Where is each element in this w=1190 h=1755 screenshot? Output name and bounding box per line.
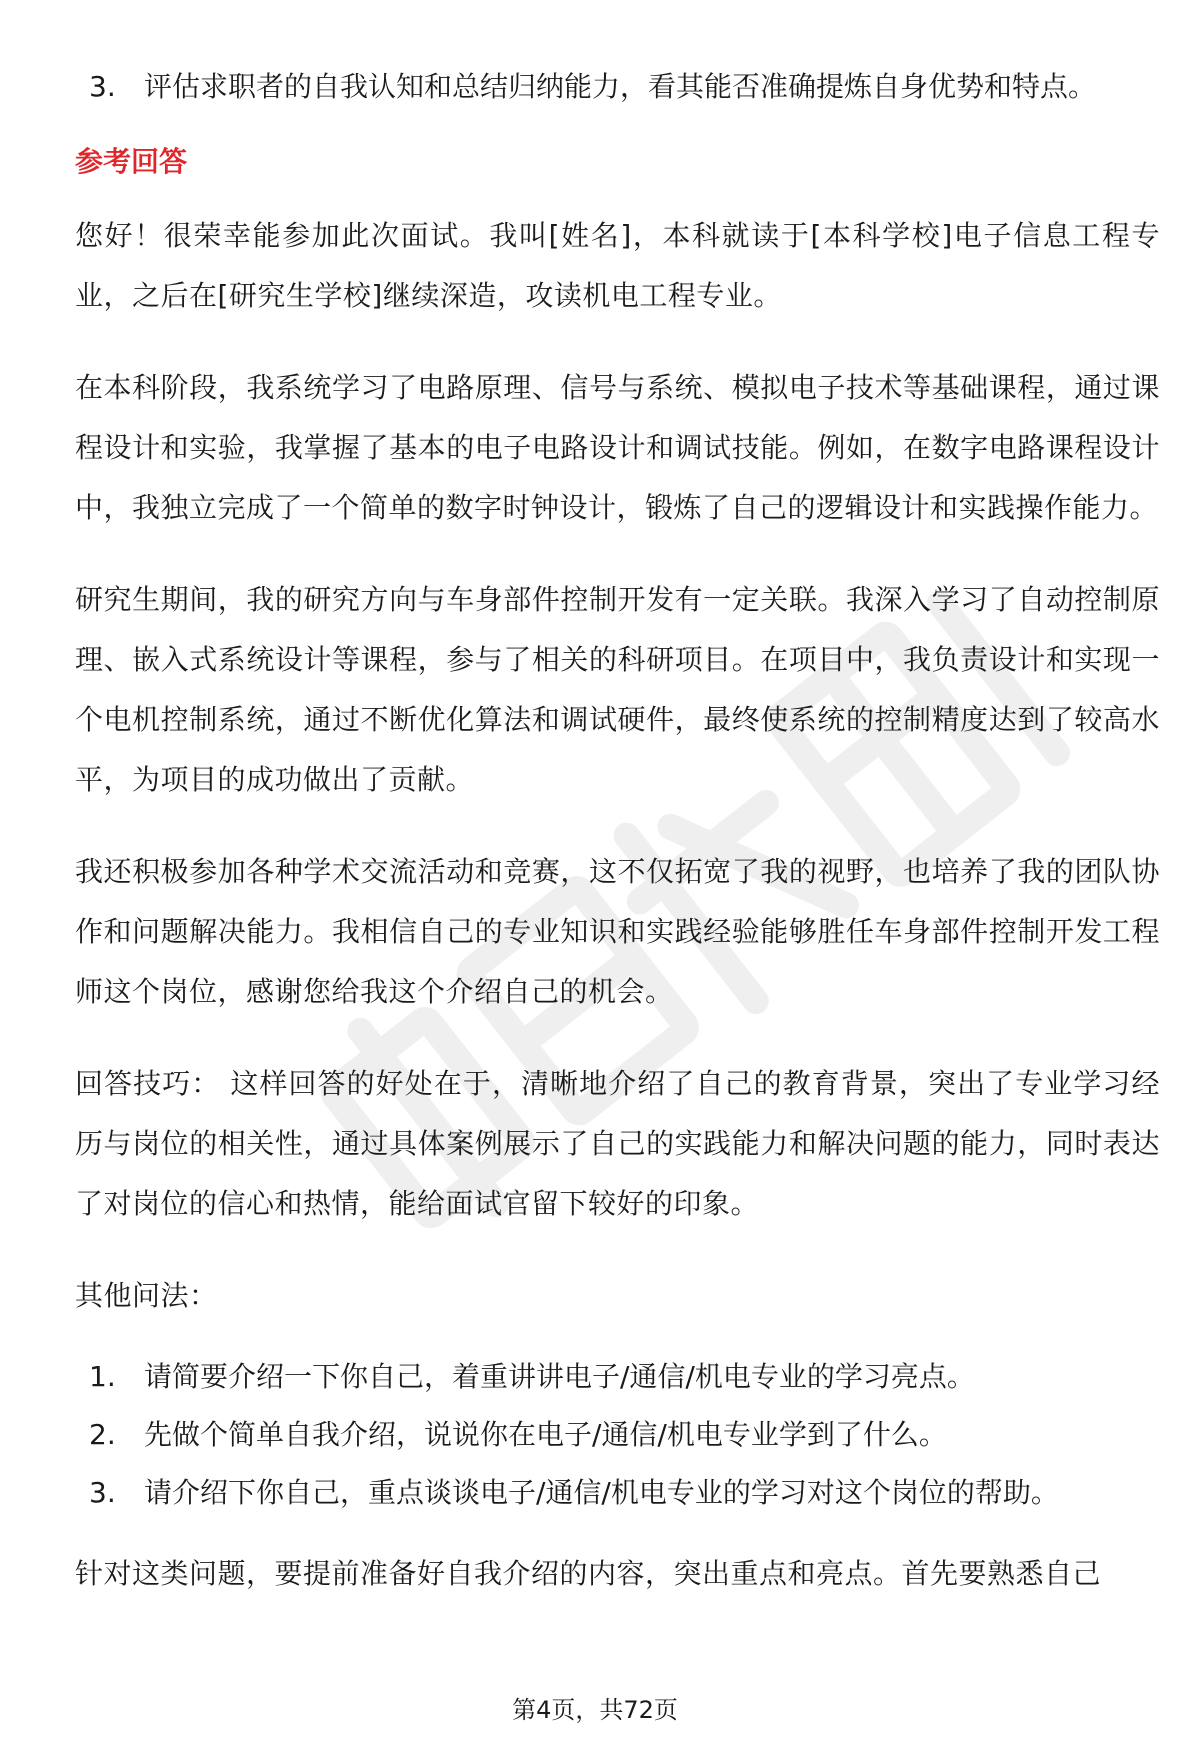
list-text: 请简要介绍一下你自己，着重讲讲电子/通信/机电专业的学习亮点。 bbox=[144, 1360, 975, 1393]
paragraph-tips: 回答技巧： 这样回答的好处在于，清晰地介绍了自己的教育背景，突出了专业学习经历与岗位的相关性，通过具体案例展示了自己的实践能力和解决问题的能力，同时表达了对岗位的信心和热情，能给面试官留下较好的印象。 bbox=[75, 1067, 1160, 1220]
criteria-list bbox=[75, 58, 1160, 116]
list-number: 3. bbox=[89, 70, 116, 103]
other-questions-list bbox=[75, 1348, 1160, 1522]
paragraph-intro: 您好！很荣幸能参加此次面试。我叫[姓名]，本科就读于[本科学校]电子信息工程专业，之后在[研究生学校]继续深造，攻读机电工程专业。 bbox=[75, 219, 1160, 312]
paragraph-activities: 我还积极参加各种学术交流活动和竞赛，这不仅拓宽了我的视野，也培养了我的团队协作和问题解决能力。我相信自己的专业知识和实践经验能够胜任车身部件控制开发工程师这个岗位，感谢您给我这个介绍自己的机会。 bbox=[75, 855, 1160, 1008]
main-content bbox=[75, 58, 1160, 1636]
list-item bbox=[75, 1464, 1160, 1522]
paragraph-graduate: 研究生期间，我的研究方向与车身部件控制开发有一定关联。我深入学习了自动控制原理、嵌入式系统设计等课程，参与了相关的科研项目。在项目中，我负责设计和实现一个电机控制系统，通过不断优化算法和调试硬件，最终使系统的控制精度达到了较高水平，为项目的成功做出了贡献。 bbox=[75, 583, 1160, 796]
list-text: 评估求职者的自我认知和总结归纳能力，看其能否准确提炼自身优势和特点。 bbox=[144, 70, 1097, 103]
paragraph-undergrad: 在本科阶段，我系统学习了电路原理、信号与系统、模拟电子技术等基础课程，通过课程设计和实验，我掌握了基本的电子电路设计和调试技能。例如，在数字电路课程设计中，我独立完成了一个简单的数字时钟设计，锻炼了自己的逻辑设计和实践操作能力。 bbox=[75, 371, 1160, 524]
paragraph-closing: 针对这类问题，要提前准备好自我介绍的内容，突出重点和亮点。首先要熟悉自己 bbox=[75, 1557, 1102, 1590]
page-footer: 第4页，共72页 bbox=[512, 1696, 678, 1724]
list-number: 3. bbox=[89, 1476, 116, 1509]
other-questions-heading: 其他问法： bbox=[75, 1279, 218, 1312]
answer-heading: 参考回答 bbox=[75, 145, 188, 178]
list-item bbox=[75, 58, 1160, 116]
list-item bbox=[75, 1348, 1160, 1406]
list-number: 2. bbox=[89, 1418, 116, 1451]
list-number: 1. bbox=[89, 1360, 116, 1393]
list-item bbox=[75, 1406, 1160, 1464]
list-text: 先做个简单自我介绍，说说你在电子/通信/机电专业学到了什么。 bbox=[144, 1418, 947, 1451]
list-text: 请介绍下你自己，重点谈谈电子/通信/机电专业的学习对这个岗位的帮助。 bbox=[144, 1476, 1059, 1509]
